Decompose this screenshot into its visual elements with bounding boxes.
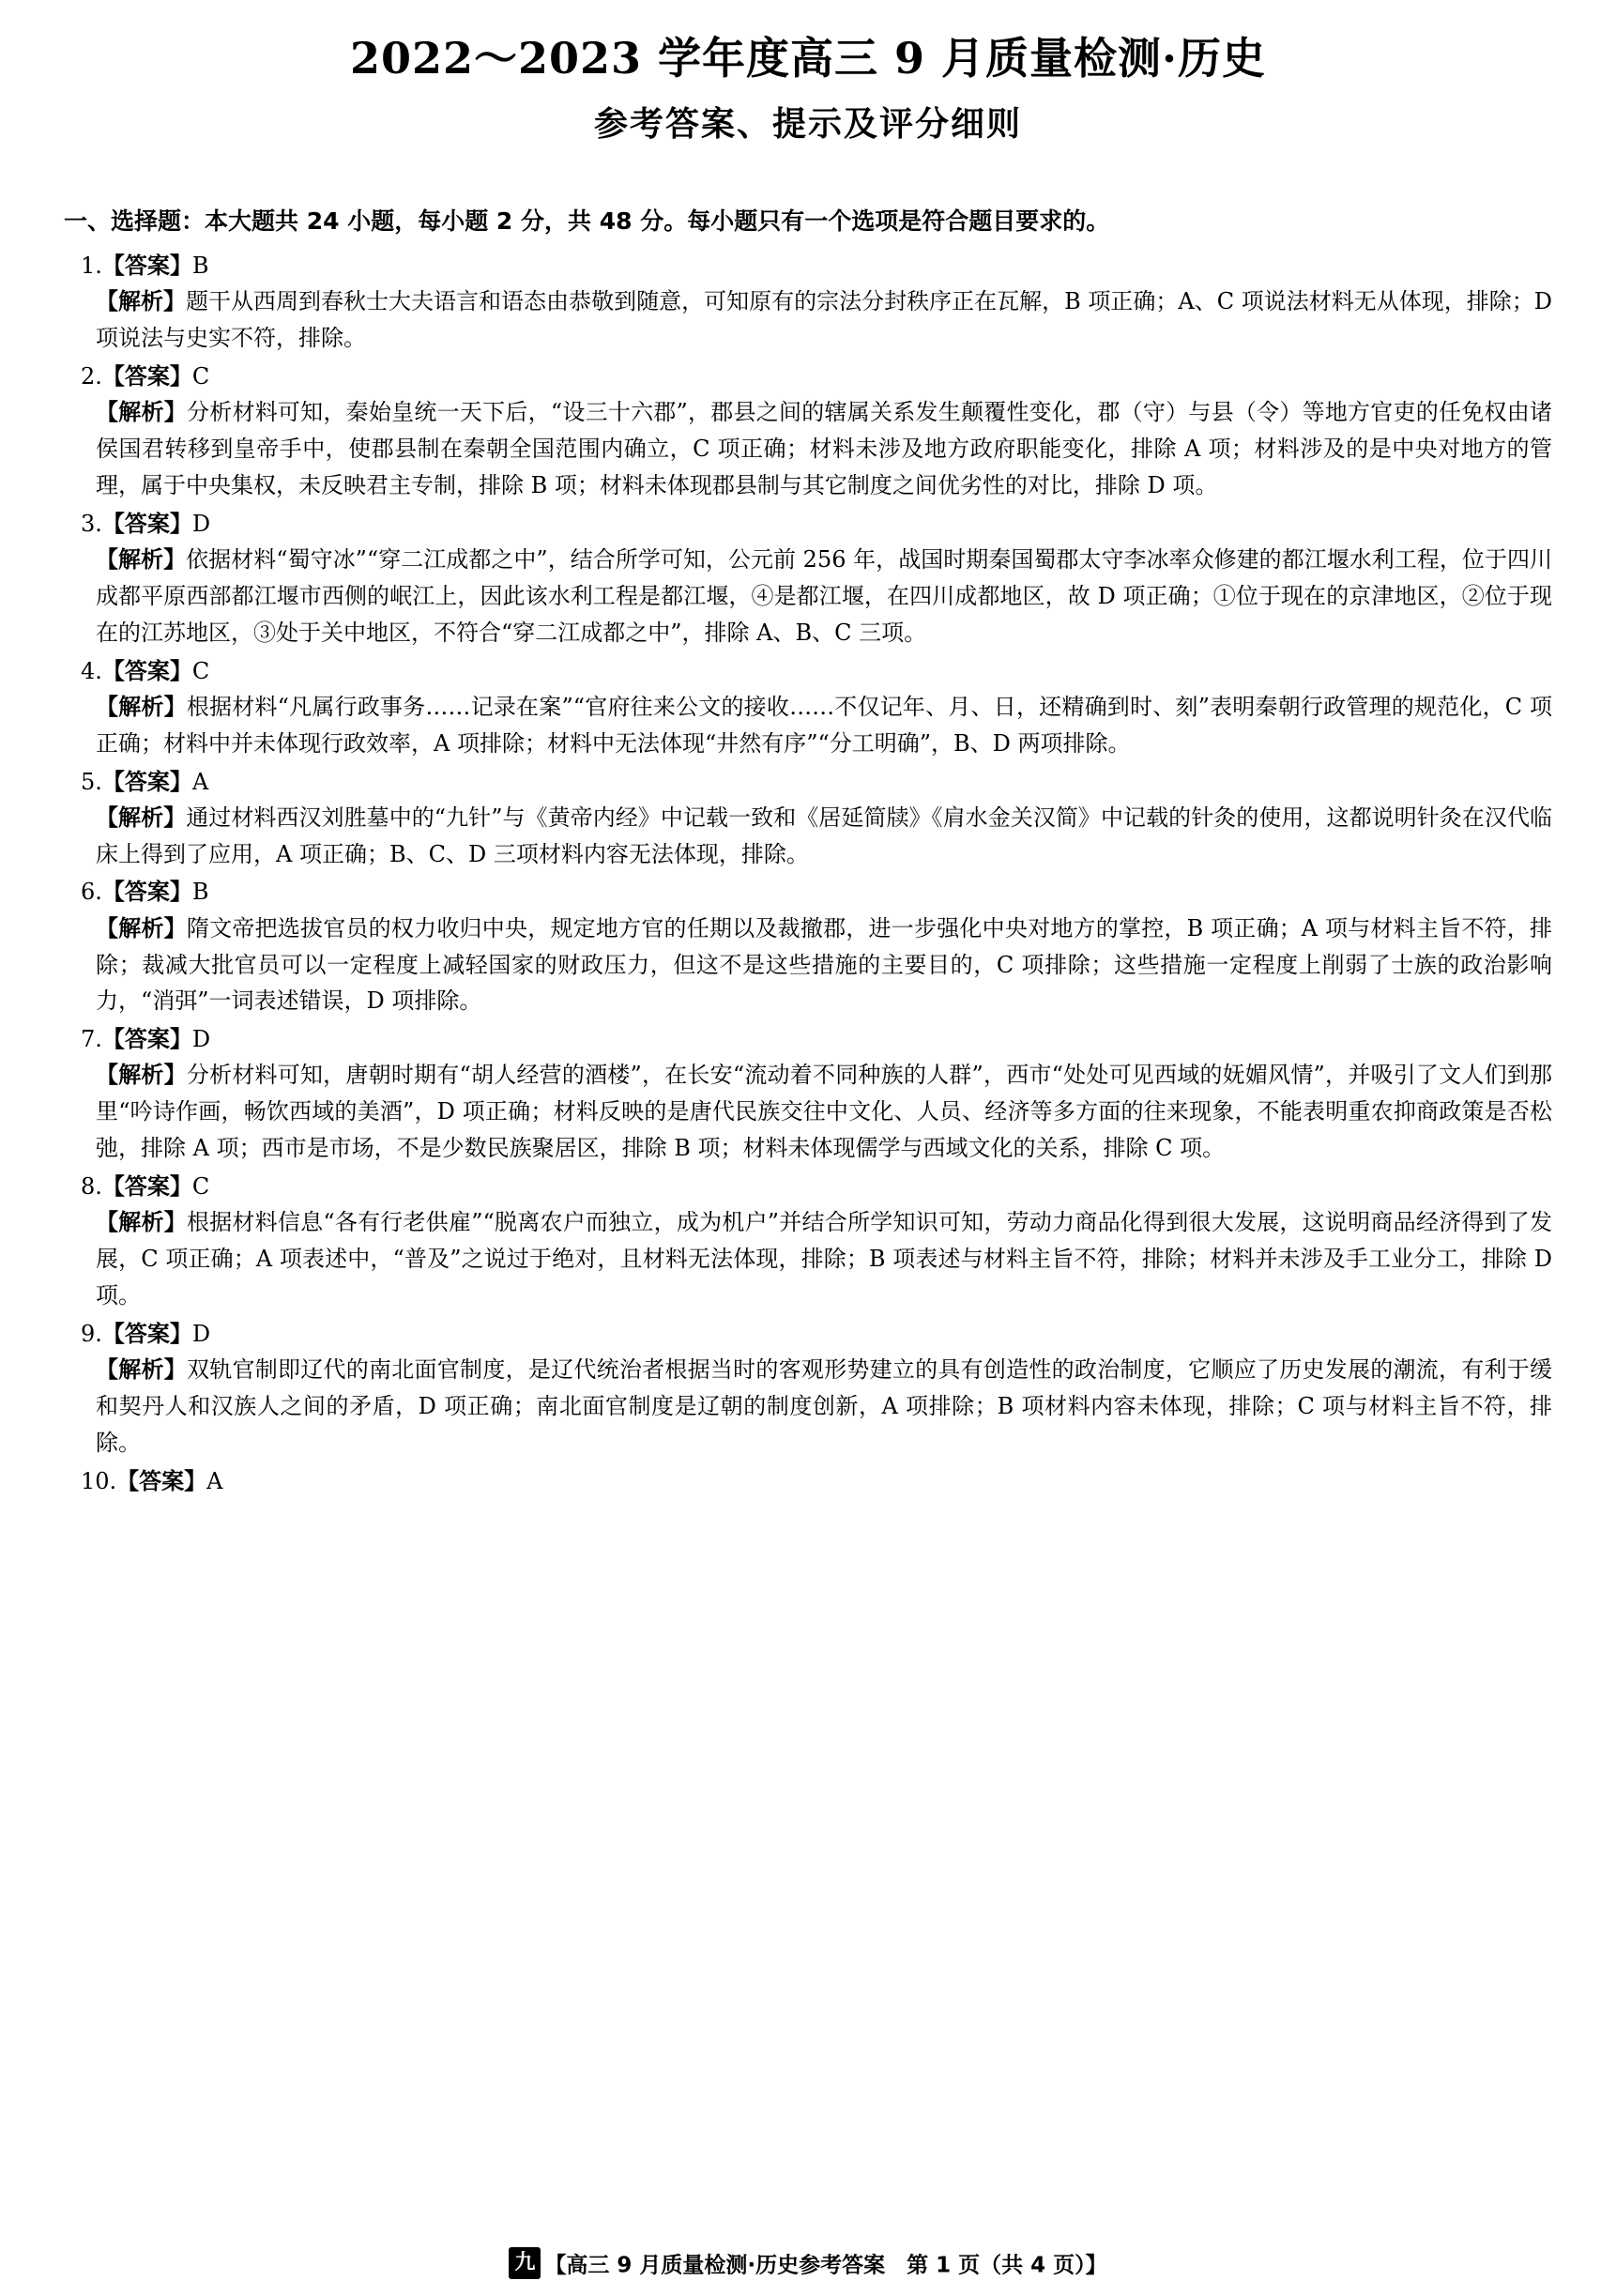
analysis-label: 【解析】 bbox=[96, 1208, 187, 1236]
answer-label: 【答案】 bbox=[101, 252, 192, 279]
question-item bbox=[64, 1316, 1552, 1462]
question-number: 2. bbox=[81, 362, 102, 390]
question-answer-line bbox=[64, 1316, 1552, 1352]
analysis-label: 【解析】 bbox=[96, 803, 187, 831]
analysis-text: 隋文帝把选拔官员的权力收归中央，规定地方官的任期以及裁撤郡，进一步强化中央对地方的掌控，B 项正确；A 项与材料主旨不符，排除；裁减大批官员可以一定程度上减轻国家的财政压力，但这不是这些措施的主要目的，C 项排除；这些措施一定程度上削弱了士族的政治影响力，“消弭”一词表述错误，D 项排除。 bbox=[96, 914, 1552, 1015]
question-number: 5. bbox=[81, 768, 102, 795]
question-answer-line bbox=[64, 1021, 1552, 1057]
question-analysis bbox=[64, 542, 1552, 651]
question-analysis bbox=[64, 1352, 1552, 1462]
question-answer-line bbox=[64, 506, 1552, 542]
page-footer bbox=[0, 2247, 1616, 2279]
question-number: 4. bbox=[81, 657, 102, 684]
analysis-label: 【解析】 bbox=[96, 1355, 188, 1384]
question-item bbox=[64, 1169, 1552, 1314]
question-number: 7. bbox=[81, 1026, 102, 1053]
question-number: 3. bbox=[81, 510, 102, 537]
answer-value: A bbox=[206, 1467, 223, 1494]
answer-value: C bbox=[191, 1173, 210, 1201]
analysis-text: 依据材料“蜀守冰”“穿二江成都之中”，结合所学可知，公元前 256 年，战国时期秦国蜀郡太守李冰率众修建的都江堰水利工程，位于四川成都平原西部都江堰市西侧的岷江上，因此该水利工程是都江堰，④是都江堰，在四川成都地区，故 D 项正确；①位于现在的京津地区，②位于现在的江苏地区，③处于关中地区，不符合“穿二江成都之中”，排除 A、B、C 三项。 bbox=[96, 545, 1553, 646]
section-heading: 一、选择题：本大题共 24 小题，每小题 2 分，共 48 分。每小题只有一个选项是符合题目要求的。 bbox=[64, 207, 1110, 235]
question-number: 9. bbox=[81, 1320, 102, 1347]
analysis-text: 题干从西周到春秋士大夫语言和语态由恭敬到随意，可知原有的宗法分封秩序正在瓦解，B 项正确；A、C 项说法材料无从体现，排除；D 项说法与史实不符，排除。 bbox=[96, 288, 1553, 352]
answer-label: 【答案】 bbox=[101, 878, 192, 906]
analysis-label: 【解析】 bbox=[96, 913, 187, 941]
question-analysis bbox=[64, 1204, 1552, 1314]
question-item bbox=[64, 764, 1552, 873]
question-answer-line bbox=[64, 248, 1552, 283]
question-number: 6. bbox=[81, 879, 102, 906]
question-number: 8. bbox=[81, 1173, 102, 1201]
answer-value: D bbox=[191, 1320, 211, 1347]
analysis-label: 【解析】 bbox=[96, 1061, 187, 1089]
analysis-text: 通过材料西汉刘胜墓中的“九针”与《黄帝内经》中记载一致和《居延简牍》《肩水金关汉简》中记载的针灸的使用，这都说明针灸在汉代临床上得到了应用，A 项正确；B、C、D 三项材料内容无法体现，排除。 bbox=[96, 804, 1552, 867]
answer-label: 【答案】 bbox=[116, 1466, 207, 1494]
question-analysis bbox=[64, 911, 1552, 1020]
analysis-label: 【解析】 bbox=[96, 692, 187, 720]
answer-label: 【答案】 bbox=[101, 361, 192, 390]
answer-label: 【答案】 bbox=[101, 1319, 192, 1347]
question-item bbox=[64, 1463, 1552, 1499]
question-answer-line bbox=[64, 874, 1552, 910]
question-list bbox=[64, 248, 1552, 1499]
analysis-text: 根据材料“凡属行政事务……记录在案”“官府往来公文的接收……不仅记年、月、日，还精确到时、刻”表明秦朝行政管理的规范化，C 项正确；材料中并未体现行政效率，A 项排除；材料中无法体现“井然有序”“分工明确”，B、D 两项排除。 bbox=[96, 693, 1552, 757]
question-item bbox=[64, 248, 1552, 357]
question-item bbox=[64, 1021, 1552, 1167]
analysis-text: 分析材料可知，唐朝时期有“胡人经营的酒楼”，在长安“流动着不同种族的人群”，西市“处处可见西域的妩媚风情”，并吸引了文人们到那里“吟诗作画，畅饮西域的美酒”，D 项正确；材料反映的是唐代民族交往中文化、人员、经济等多方面的往来现象，不能表明重农抑商政策是否松弛，排除 A 项；西市是市场，不是少数民族聚居区，排除 B 项；材料未体现儒学与西域文化的关系，排除 C 项。 bbox=[96, 1062, 1552, 1162]
answer-label: 【答案】 bbox=[101, 1025, 192, 1053]
analysis-text: 双轨官制即辽代的南北面官制度，是辽代统治者根据当时的客观形势建立的具有创造性的政治制度，它顺应了历史发展的潮流，有利于缓和契丹人和汉族人之间的矛盾，D 项正确；南北面官制度是辽朝的制度创新，A 项排除；B 项材料内容未体现，排除；C 项与材料主旨不符，排除。 bbox=[96, 1356, 1552, 1456]
footer-text: 【高三 9 月质量检测·历史参考答案 第 1 页（共 4 页）】 bbox=[544, 2253, 1107, 2278]
analysis-label: 【解析】 bbox=[96, 398, 187, 426]
question-analysis bbox=[64, 283, 1552, 357]
question-item bbox=[64, 359, 1552, 504]
question-answer-line bbox=[64, 653, 1552, 689]
question-analysis bbox=[64, 394, 1552, 504]
answer-value: B bbox=[191, 879, 209, 906]
answer-value: C bbox=[191, 657, 210, 684]
question-item bbox=[64, 653, 1552, 762]
answer-label: 【答案】 bbox=[101, 509, 192, 537]
question-number: 10. bbox=[81, 1467, 117, 1494]
answer-label: 【答案】 bbox=[101, 1172, 192, 1201]
answer-value: B bbox=[191, 253, 209, 279]
analysis-label: 【解析】 bbox=[96, 287, 187, 315]
answer-value: C bbox=[191, 362, 210, 390]
question-answer-line bbox=[64, 359, 1552, 394]
analysis-text: 根据材料信息“各有行老供雇”“脱离农户而独立，成为机户”并结合所学知识可知，劳动力商品化得到很大发展，这说明商品经济得到了发展，C 项正确；A 项表述中，“普及”之说过于绝对，且材料无法体现，排除；B 项表述与材料主旨不符，排除；材料并未涉及手工业分工，排除 D 项。 bbox=[96, 1209, 1553, 1309]
answer-value: D bbox=[191, 1026, 211, 1053]
question-analysis bbox=[64, 1057, 1552, 1167]
question-answer-line bbox=[64, 1169, 1552, 1204]
answer-label: 【答案】 bbox=[101, 767, 192, 795]
question-analysis bbox=[64, 800, 1552, 873]
page-title: 2022～2023 学年度高三 9 月质量检测·历史 bbox=[349, 33, 1267, 84]
question-item bbox=[64, 506, 1552, 651]
question-number: 1. bbox=[81, 253, 102, 279]
analysis-text: 分析材料可知，秦始皇统一天下后，“设三十六郡”，郡县之间的辖属关系发生颠覆性变化，郡（守）与县（令）等地方官吏的任免权由诸侯国君转移到皇帝手中，使郡县制在秦朝全国范围内确立，C 项正确；材料未涉及地方政府职能变化，排除 A 项；材料涉及的是中央对地方的管理，属于中央集权，未反映君主专制，排除 B 项；材料未体现郡县制与其它制度之间优劣性的对比，排除 D 项。 bbox=[96, 399, 1552, 498]
answer-value: A bbox=[191, 768, 209, 795]
page-subtitle: 参考答案、提示及评分细则 bbox=[593, 104, 1022, 144]
answer-label: 【答案】 bbox=[101, 656, 192, 684]
analysis-label: 【解析】 bbox=[96, 544, 187, 573]
question-analysis bbox=[64, 689, 1552, 762]
question-item bbox=[64, 874, 1552, 1019]
question-answer-line bbox=[64, 764, 1552, 800]
question-answer-line bbox=[64, 1463, 1552, 1499]
answer-value: D bbox=[191, 510, 211, 537]
publisher-logo-icon: 九 bbox=[509, 2247, 541, 2279]
